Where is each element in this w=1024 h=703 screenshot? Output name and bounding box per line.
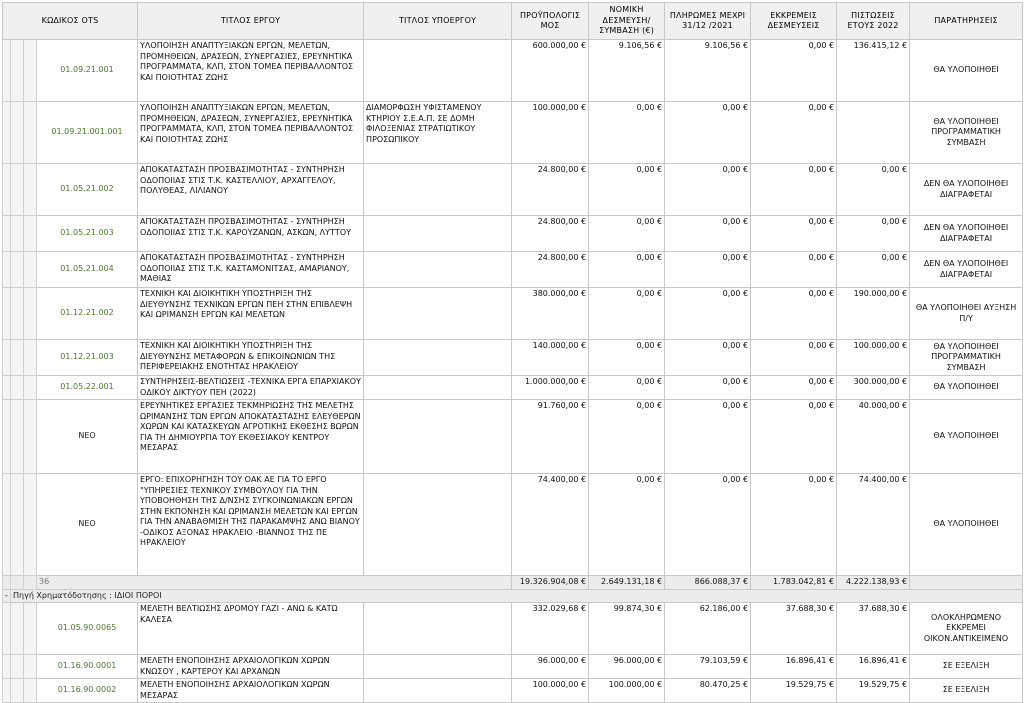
row-notes: ΘΑ ΥΛΟΠΟΙΗΘΕΙ ΑΥΞΗΣΗ Π/Υ — [910, 288, 1023, 340]
gutter-cell — [11, 216, 24, 252]
row-subtitle — [364, 655, 512, 679]
gutter-cell — [11, 164, 24, 216]
header-row — [3, 3, 1023, 40]
gutter-cell — [24, 216, 37, 252]
table-row[interactable] — [3, 40, 1023, 102]
group-collapse-toggle[interactable]: - — [3, 589, 11, 603]
table-row[interactable] — [3, 164, 1023, 216]
row-budget: 100.000,00 € — [512, 679, 589, 703]
table-row[interactable] — [3, 102, 1023, 164]
row-title: ΜΕΛΕΤΗ ΕΝΟΠΟΙΗΣΗΣ ΑΡΧΑΙΟΛΟΓΙΚΩΝ ΧΩΡΩΝ ΚΝΩΣΟΥ , ΚΑΡΤΕΡΟΥ ΚΑΙ ΑΡΧΑΝΩΝ — [138, 655, 364, 679]
row-subtitle: ΔΙΑΜΟΡΦΩΣΗ ΥΦΙΣΤΑΜΕΝΟΥ ΚΤΗΡΙΟΥ Σ.Ε.Α.Π. ΣΕ ΔΟΜΗ ΦΙΛΟΞΕΝΙΑΣ ΣΤΡΑΤΙΩΤΙΚΟΥ ΠΡΟΣΩΠΙΚΟΥ — [364, 102, 512, 164]
header-payments[interactable]: ΠΛΗΡΩΜΕΣ ΜΕΧΡΙ 31/12 /2021 — [665, 3, 751, 40]
row-pending: 0,00 € — [751, 252, 837, 288]
row-budget: 380.000,00 € — [512, 288, 589, 340]
gutter-cell — [24, 400, 37, 474]
gutter-cell — [24, 576, 37, 590]
row-credits: 190.000,00 € — [837, 288, 910, 340]
row-pending: 37.688,30 € — [751, 603, 837, 655]
table-row[interactable] — [3, 655, 1023, 679]
row-code: ΝΕΟ — [37, 474, 138, 576]
row-code: 01.09.21.001.001 — [37, 102, 138, 164]
row-title: ΑΠΟΚΑΤΑΣΤΑΣΗ ΠΡΟΣΒΑΣΙΜΟΤΗΤΑΣ - ΣΥΝΤΗΡΗΣΗ ΟΔΟΠΟΙΙΑΣ ΣΤΙΣ Τ.Κ. ΚΑΣΤΕΛΛΙΟΥ, ΑΡΧΑΓΓΕΛΟΥ, ΠΟΛΥΘΕΑΣ, ΛΙΛΙΑΝΟΥ — [138, 164, 364, 216]
header-code[interactable]: ΚΩΔΙΚΟΣ OTS — [3, 3, 138, 40]
row-commitment: 0,00 € — [589, 376, 665, 400]
row-budget: 140.000,00 € — [512, 340, 589, 376]
row-notes: ΘΑ ΥΛΟΠΟΙΗΘΕΙ — [910, 40, 1023, 102]
table-row[interactable] — [3, 679, 1023, 703]
row-commitment: 0,00 € — [589, 340, 665, 376]
total-notes — [910, 576, 1023, 590]
row-budget: 100.000,00 € — [512, 102, 589, 164]
group-row — [3, 589, 1023, 603]
gutter-cell — [3, 288, 11, 340]
row-payments: 62.186,00 € — [665, 603, 751, 655]
row-title: ΜΕΛΕΤΗ ΒΕΛΤΙΩΣΗΣ ΔΡΟΜΟΥ ΓΑΖΙ - ΑΝΩ & ΚΑΤΩ ΚΑΛΕΣΑ — [138, 603, 364, 655]
row-payments: 0,00 € — [665, 340, 751, 376]
row-credits: 0,00 € — [837, 216, 910, 252]
row-credits: 40.000,00 € — [837, 400, 910, 474]
row-commitment: 9.106,56 € — [589, 40, 665, 102]
row-credits: 136.415,12 € — [837, 40, 910, 102]
gutter-cell — [3, 400, 11, 474]
row-title: ΤΕΧΝΙΚΗ ΚΑΙ ΔΙΟΙΚΗΤΙΚΗ ΥΠΟΣΤΗΡΙΞΗ ΤΗΣ ΔΙΕΥΘΥΝΣΗΣ ΤΕΧΝΙΚΩΝ ΕΡΓΩΝ ΠΕΗ ΣΤΗΝ ΕΠΙΒΛΕΨΗ ΚΑΙ ΩΡΙΜΑΝΣΗ ΕΡΓΩΝ ΚΑΙ ΜΕΛΕΤΩΝ — [138, 288, 364, 340]
row-subtitle — [364, 376, 512, 400]
gutter-cell — [3, 40, 11, 102]
row-pending: 0,00 € — [751, 340, 837, 376]
table-row[interactable] — [3, 340, 1023, 376]
gutter-cell — [11, 252, 24, 288]
gutter-cell — [11, 340, 24, 376]
row-commitment: 0,00 € — [589, 400, 665, 474]
table-row[interactable] — [3, 252, 1023, 288]
gutter-cell — [3, 679, 11, 703]
row-title: ΕΡΕΥΝΗΤΙΚΕΣ ΕΡΓΑΣΙΕΣ ΤΕΚΜΗΡΙΩΣΗΣ ΤΗΣ ΜΕΛΕΤΗΣ ΩΡΙΜΑΝΣΗΣ ΤΩΝ ΕΡΓΩΝ ΑΠΟΚΑΤΑΣΤΑΣΗΣ ΕΛΕΥΘΕΡΩΝ ΧΩΡΩΝ ΚΑΙ ΚΑΤΑΣΚΕΥΩΝ ΑΓΡΟΤΙΚΗΣ ΕΚΘΕΣΗΣ ΒΩΡΩΝ ΓΙΑ ΤΗ ΔΗΜΙΟΥΡΓΙΑ ΤΟΥ ΕΚΘΕΣΙΑΚΟΥ ΚΕΝΤΡΟΥ ΜΕΣΑΡΑΣ — [138, 400, 364, 474]
row-code: 01.05.21.002 — [37, 164, 138, 216]
gutter-cell — [11, 474, 24, 576]
gutter-cell — [24, 474, 37, 576]
row-code: 01.05.21.004 — [37, 252, 138, 288]
row-budget: 96.000,00 € — [512, 655, 589, 679]
row-notes: ΘΑ ΥΛΟΠΟΙΗΘΕΙ ΠΡΟΓΡΑΜΜΑΤΙΚΗ ΣΥΜΒΑΣΗ — [910, 102, 1023, 164]
row-title: ΥΛΟΠΟΙΗΣΗ ΑΝΑΠΤΥΞΙΑΚΩΝ ΕΡΓΩΝ, ΜΕΛΕΤΩΝ, ΠΡΟΜΗΘΕΙΩΝ, ΔΡΑΣΕΩΝ, ΣΥΝΕΡΓΑΣΙΕΣ, ΕΡΕΥΝΗΤΙΚΑ ΠΡΟΓΡΑΜΜΑΤΑ, ΚΛΠ, ΣΤΟΝ ΤΟΜΕΑ ΠΕΡΙΒΑΛΛΟΝΤΟΣ ΚΑΙ ΠΟΙΟΤΗΤΑΣ ΖΩΗΣ — [138, 40, 364, 102]
row-pending: 0,00 € — [751, 102, 837, 164]
row-commitment: 0,00 € — [589, 216, 665, 252]
row-commitment: 0,00 € — [589, 288, 665, 340]
row-notes: ΘΑ ΥΛΟΠΟΙΗΘΕΙ — [910, 474, 1023, 576]
row-code: 01.05.21.003 — [37, 216, 138, 252]
gutter-cell — [24, 102, 37, 164]
gutter-cell — [11, 679, 24, 703]
group-label: Πηγή Χρηματόδοτησης : ΙΔΙΟΙ ΠΟΡΟΙ — [11, 589, 1023, 603]
row-budget: 1.000.000,00 € — [512, 376, 589, 400]
row-notes: ΘΑ ΥΛΟΠΟΙΗΘΕΙ — [910, 376, 1023, 400]
gutter-cell — [11, 288, 24, 340]
row-title: ΤΕΧΝΙΚΗ ΚΑΙ ΔΙΟΙΚΗΤΙΚΗ ΥΠΟΣΤΗΡΙΞΗ ΤΗΣ ΔΙΕΥΘΥΝΣΗΣ ΜΕΤΑΦΟΡΩΝ & ΕΠΙΚΟΙΝΩΝΙΩΝ ΤΗΣ ΠΕΡΙΦΕΡΕΙΑΚΗΣ ΕΝΟΤΗΤΑΣ ΗΡΑΚΛΕΙΟΥ — [138, 340, 364, 376]
row-budget: 600.000,00 € — [512, 40, 589, 102]
row-payments: 0,00 € — [665, 252, 751, 288]
gutter-cell — [24, 679, 37, 703]
header-title[interactable]: ΤΙΤΛΟΣ ΕΡΓΟΥ — [138, 3, 364, 40]
total-pending: 1.783.042,81 € — [751, 576, 837, 590]
row-code: 01.12.21.003 — [37, 340, 138, 376]
row-notes: ΣΕ ΕΞΕΛΙΞΗ — [910, 679, 1023, 703]
row-subtitle — [364, 340, 512, 376]
gutter-cell — [3, 655, 11, 679]
row-subtitle — [364, 474, 512, 576]
row-payments: 80.470,25 € — [665, 679, 751, 703]
gutter-cell — [3, 252, 11, 288]
row-subtitle — [364, 288, 512, 340]
total-count: 36 — [37, 576, 512, 590]
table-row[interactable] — [3, 474, 1023, 576]
row-title: ΥΛΟΠΟΙΗΣΗ ΑΝΑΠΤΥΞΙΑΚΩΝ ΕΡΓΩΝ, ΜΕΛΕΤΩΝ, ΠΡΟΜΗΘΕΙΩΝ, ΔΡΑΣΕΩΝ, ΣΥΝΕΡΓΑΣΙΕΣ, ΕΡΕΥΝΗΤΙΚΑ ΠΡΟΓΡΑΜΜΑΤΑ, ΚΛΠ, ΣΤΟΝ ΤΟΜΕΑ ΠΕΡΙΒΑΛΛΟΝΤΟΣ ΚΑΙ ΠΟΙΟΤΗΤΑΣ ΖΩΗΣ — [138, 102, 364, 164]
row-budget: 91.760,00 € — [512, 400, 589, 474]
row-commitment: 0,00 € — [589, 164, 665, 216]
gutter-cell — [3, 376, 11, 400]
row-payments: 0,00 € — [665, 400, 751, 474]
row-notes: ΔΕΝ ΘΑ ΥΛΟΠΟΙΗΘΕΙ ΔΙΑΓΡΑΦΕΤΑΙ — [910, 164, 1023, 216]
gutter-cell — [24, 252, 37, 288]
row-budget: 24.800,00 € — [512, 164, 589, 216]
total-credits: 4.222.138,93 € — [837, 576, 910, 590]
row-credits: 74.400,00 € — [837, 474, 910, 576]
row-title: ΑΠΟΚΑΤΑΣΤΑΣΗ ΠΡΟΣΒΑΣΙΜΟΤΗΤΑΣ - ΣΥΝΤΗΡΗΣΗ ΟΔΟΠΟΙΙΑΣ ΣΤΙΣ Τ.Κ. ΚΑΡΟΥΖΑΝΩΝ, ΑΣΚΩΝ, ΛΥΤΤΟΥ — [138, 216, 364, 252]
row-credits: 0,00 € — [837, 164, 910, 216]
row-notes: ΣΕ ΕΞΕΛΙΞΗ — [910, 655, 1023, 679]
row-pending: 16.896,41 € — [751, 655, 837, 679]
total-commitment: 2.649.131,18 € — [589, 576, 665, 590]
header-subtitle[interactable]: ΤΙΤΛΟΣ ΥΠΟΕΡΓΟΥ — [364, 3, 512, 40]
row-payments: 0,00 € — [665, 164, 751, 216]
row-commitment: 100.000,00 € — [589, 679, 665, 703]
gutter-cell — [3, 576, 11, 590]
gutter-cell — [11, 376, 24, 400]
table-row[interactable] — [3, 376, 1023, 400]
row-code: 01.09.21.001 — [37, 40, 138, 102]
row-payments: 9.106,56 € — [665, 40, 751, 102]
row-credits: 37.688,30 € — [837, 603, 910, 655]
gutter-cell — [11, 655, 24, 679]
table-row[interactable] — [3, 288, 1023, 340]
row-subtitle — [364, 164, 512, 216]
row-credits: 300.000,00 € — [837, 376, 910, 400]
row-commitment: 0,00 € — [589, 474, 665, 576]
header-notes[interactable]: ΠΑΡΑΤΗΡΗΣΕΙΣ — [910, 3, 1023, 40]
row-payments: 79.103,59 € — [665, 655, 751, 679]
gutter-cell — [11, 102, 24, 164]
gutter-cell — [24, 340, 37, 376]
row-title: ΑΠΟΚΑΤΑΣΤΑΣΗ ΠΡΟΣΒΑΣΙΜΟΤΗΤΑΣ - ΣΥΝΤΗΡΗΣΗ ΟΔΟΠΟΙΙΑΣ ΣΤΙΣ Τ.Κ. ΚΑΣΤΑΜΟΝΙΤΣΑΣ, ΑΜΑΡΙΑΝΟΥ, ΜΑΘΙΑΣ — [138, 252, 364, 288]
total-budget: 19.326.904,08 € — [512, 576, 589, 590]
row-payments: 0,00 € — [665, 102, 751, 164]
gutter-cell — [3, 164, 11, 216]
row-commitment: 99.874,30 € — [589, 603, 665, 655]
row-code: 01.16.90.0002 — [37, 679, 138, 703]
header-commitment[interactable]: ΝΟΜΙΚΗ ΔΕΣΜΕΥΣΗ/ ΣΥΜΒΑΣΗ (€) — [589, 3, 665, 40]
gutter-cell — [11, 603, 24, 655]
row-pending: 0,00 € — [751, 216, 837, 252]
row-code: 01.05.22.001 — [37, 376, 138, 400]
row-notes: ΟΛΟΚΛΗΡΩΜΕΝΟ ΕΚΚΡΕΜΕΙ ΟΙΚΟΝ.ΑΝΤΙΚΕΙΜΕΝΟ — [910, 603, 1023, 655]
row-credits: 16.896,41 € — [837, 655, 910, 679]
row-notes: ΔΕΝ ΘΑ ΥΛΟΠΟΙΗΘΕΙ ΔΙΑΓΡΑΦΕΤΑΙ — [910, 252, 1023, 288]
row-pending: 0,00 € — [751, 400, 837, 474]
table-row[interactable] — [3, 216, 1023, 252]
row-budget: 24.800,00 € — [512, 216, 589, 252]
table-row[interactable] — [3, 400, 1023, 474]
gutter-cell — [11, 400, 24, 474]
row-notes: ΘΑ ΥΛΟΠΟΙΗΘΕΙ ΠΡΟΓΡΑΜΜΑΤΙΚΗ ΣΥΜΒΑΣΗ — [910, 340, 1023, 376]
row-code: 01.16.90.0001 — [37, 655, 138, 679]
row-payments: 0,00 € — [665, 288, 751, 340]
row-subtitle — [364, 40, 512, 102]
table-row[interactable] — [3, 603, 1023, 655]
row-pending: 0,00 € — [751, 288, 837, 340]
row-notes: ΔΕΝ ΘΑ ΥΛΟΠΟΙΗΘΕΙ ΔΙΑΓΡΑΦΕΤΑΙ — [910, 216, 1023, 252]
row-payments: 0,00 € — [665, 376, 751, 400]
gutter-cell — [3, 474, 11, 576]
gutter-cell — [3, 216, 11, 252]
row-code: 01.05.90.0065 — [37, 603, 138, 655]
row-notes: ΘΑ ΥΛΟΠΟΙΗΘΕΙ — [910, 400, 1023, 474]
row-code: 01.12.21.002 — [37, 288, 138, 340]
gutter-cell — [24, 603, 37, 655]
gutter-cell — [24, 40, 37, 102]
gutter-cell — [11, 576, 24, 590]
row-credits: 100.000,00 € — [837, 340, 910, 376]
gutter-cell — [3, 102, 11, 164]
row-budget: 332.029,68 € — [512, 603, 589, 655]
gutter-cell — [24, 288, 37, 340]
row-pending: 0,00 € — [751, 376, 837, 400]
row-title: ΣΥΝΤΗΡΗΣΕΙΣ-ΒΕΛΤΙΩΣΕΙΣ -ΤΕΧΝΙΚΑ ΕΡΓΑ ΕΠΑΡΧΙΑΚΟΥ ΟΔΙΚΟΥ ΔΙΚΤΥΟΥ ΠΕΗ (2022) — [138, 376, 364, 400]
header-pending[interactable]: ΕΚΚΡΕΜΕΙΣ ΔΕΣΜΕΥΣΕΙΣ — [751, 3, 837, 40]
row-pending: 0,00 € — [751, 164, 837, 216]
row-commitment: 0,00 € — [589, 252, 665, 288]
row-commitment: 96.000,00 € — [589, 655, 665, 679]
row-commitment: 0,00 € — [589, 102, 665, 164]
gutter-cell — [24, 164, 37, 216]
row-title: ΕΡΓΟ: ΕΠΙΧΟΡΗΓΗΣΗ ΤΟΥ ΟΑΚ ΑΕ ΓΙΑ ΤΟ ΕΡΓΟ "ΥΠΗΡΕΣΙΕΣ ΤΕΧΝΙΚΟΥ ΣΥΜΒΟΥΛΟΥ ΓΙΑ ΤΗΝ ΥΠΟΒΟΗΘΗΣΗ ΤΗΣ Δ/ΝΣΗΣ ΣΥΓΚΟΙΝΩΝΙΑΚΩΝ ΕΡΓΩΝ ΣΤΗΝ ΕΚΠΟΝΗΣΗ ΚΑΙ ΩΡΙΜΑΝΣΗ ΜΕΛΕΤΩΝ ΚΑΙ ΕΡΓΩΝ ΓΙΑ ΤΗΝ ΑΝΑΒΑΘΜΙΣΗ ΤΗΣ ΠΑΡΑΚΑΜΨΗΣ ΑΝΩ ΒΙΑΝΟΥ -ΟΔΙΚΟΣ ΑΞΟΝΑΣ ΗΡΑΚΛΕΙΟ -ΒΙΑΝΝΟΣ ΤΗΣ ΠΕ ΗΡΑΚΛΕΙΟΥ — [138, 474, 364, 576]
gutter-cell — [24, 655, 37, 679]
gutter-cell — [3, 340, 11, 376]
row-budget: 74.400,00 € — [512, 474, 589, 576]
total-row — [3, 576, 1023, 590]
row-pending: 0,00 € — [751, 40, 837, 102]
header-budget[interactable]: ΠΡΟΫΠΟΛΟΓΙΣ ΜΟΣ — [512, 3, 589, 40]
row-subtitle — [364, 252, 512, 288]
row-subtitle — [364, 603, 512, 655]
row-subtitle — [364, 679, 512, 703]
row-credits: 19.529,75 € — [837, 679, 910, 703]
row-credits: 0,00 € — [837, 252, 910, 288]
row-title: ΜΕΛΕΤΗ ΕΝΟΠΟΙΗΣΗΣ ΑΡΧΑΙΟΛΟΓΙΚΩΝ ΧΩΡΩΝ ΜΕΣΑΡΑΣ — [138, 679, 364, 703]
row-subtitle — [364, 216, 512, 252]
row-pending: 0,00 € — [751, 474, 837, 576]
gutter-cell — [3, 603, 11, 655]
row-payments: 0,00 € — [665, 216, 751, 252]
row-budget: 24.800,00 € — [512, 252, 589, 288]
total-payments: 866.088,37 € — [665, 576, 751, 590]
projects-table — [2, 2, 1023, 703]
row-credits — [837, 102, 910, 164]
row-code: ΝΕΟ — [37, 400, 138, 474]
gutter-cell — [24, 376, 37, 400]
row-subtitle — [364, 400, 512, 474]
row-payments: 0,00 € — [665, 474, 751, 576]
row-pending: 19.529,75 € — [751, 679, 837, 703]
header-credits[interactable]: ΠΙΣΤΩΣΕΙΣ ΕΤΟΥΣ 2022 — [837, 3, 910, 40]
gutter-cell — [11, 40, 24, 102]
